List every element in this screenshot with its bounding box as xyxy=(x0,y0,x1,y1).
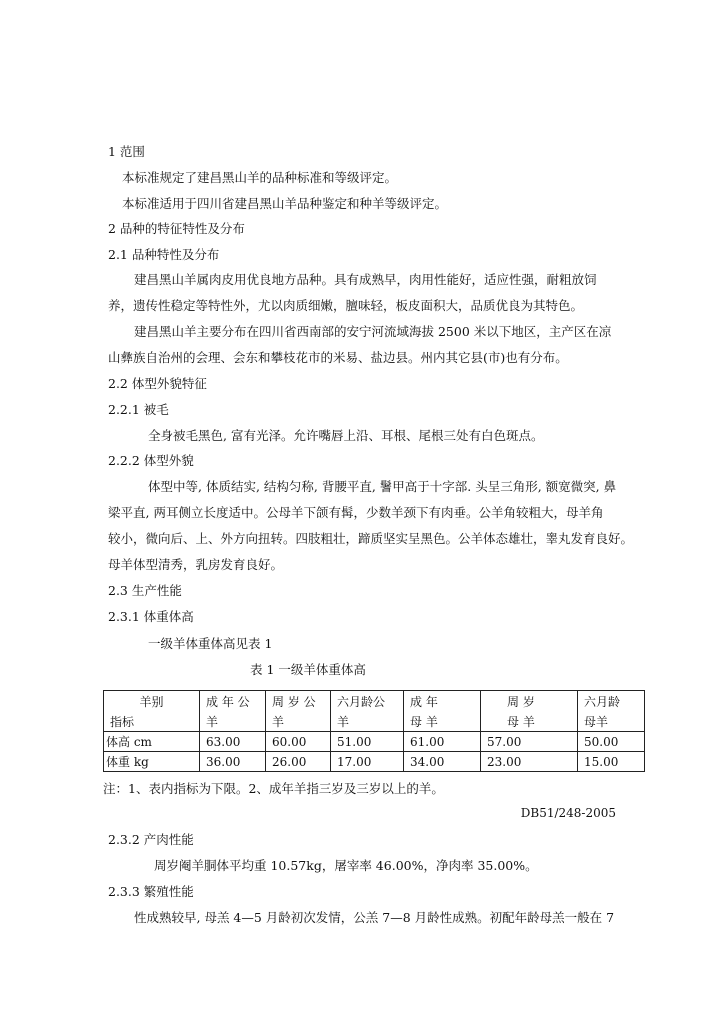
table-header-row-1 xyxy=(104,691,645,712)
section-2-heading: 2 品种的特征特性及分布 xyxy=(108,221,245,236)
table-header-cell: 母 羊 xyxy=(404,711,481,732)
section-1-heading: 1 范围 xyxy=(108,144,145,159)
table-cell: 57.00 xyxy=(481,732,578,752)
section-2-2-2-line2: 梁平直, 两耳侧立长度适中。公母羊下颌有髯，少数羊颈下有肉垂。公羊角较粗大，母羊角 xyxy=(108,505,604,520)
table-header-cell: 成 年 xyxy=(404,691,481,712)
table-intro: 一级羊体重体高见表 1 xyxy=(148,636,273,651)
section-2-1-p2-line2: 山彝族自治州的会理、会东和攀枝花市的米易、盐边县。州内其它县(市)也有分布。 xyxy=(108,350,568,365)
section-2-2-2-line4: 母羊体型清秀，乳房发育良好。 xyxy=(108,557,284,572)
section-2-2-1-paragraph: 全身被毛黑色, 富有光泽。允许嘴唇上沿、耳根、尾根三处有白色斑点。 xyxy=(148,428,544,443)
section-2-3-heading: 2.3 生产性能 xyxy=(108,583,182,598)
section-1-paragraph-1: 本标准规定了建昌黑山羊的品种标准和等级评定。 xyxy=(122,170,398,185)
section-2-1-heading: 2.1 品种特性及分布 xyxy=(108,247,220,262)
table-caption: 表 1 一级羊体重体高 xyxy=(250,662,366,677)
table-header-cell: 母 羊 xyxy=(481,711,578,732)
table-cell: 15.00 xyxy=(578,752,645,772)
table-cell: 17.00 xyxy=(331,752,404,772)
section-2-3-1-heading: 2.3.1 体重体高 xyxy=(108,609,194,624)
table-cell: 61.00 xyxy=(404,732,481,752)
table-note: 注：1、表内指标为下限。2、成年羊指三岁及三岁以上的羊。 xyxy=(103,781,444,796)
section-2-2-2-line1: 体型中等, 体质结实, 结构匀称, 背腰平直, 鬐甲高于十字部. 头呈三角形, 额宽微突, 鼻 xyxy=(148,479,617,494)
table-header-cell: 羊 xyxy=(266,711,331,732)
section-2-2-1-heading: 2.2.1 被毛 xyxy=(108,402,169,417)
table-cell: 60.00 xyxy=(266,732,331,752)
table-cell: 34.00 xyxy=(404,752,481,772)
table-row xyxy=(104,752,645,772)
section-2-2-2-heading: 2.2.2 体型外貌 xyxy=(108,453,194,468)
table-header-cell: 六月龄 xyxy=(578,691,645,712)
table-header-cell: 指标 xyxy=(104,711,200,732)
table-row xyxy=(104,732,645,752)
table-header-cell: 周 岁 公 xyxy=(266,691,331,712)
table-header-cell: 羊 xyxy=(200,711,266,732)
table-cell: 23.00 xyxy=(481,752,578,772)
section-2-1-p1-line2: 养，遗传性稳定等特性外，尤以肉质细嫩，膻味轻，板皮面积大，品质优良为其特色。 xyxy=(108,298,584,313)
section-2-2-2-line3: 较小，微向后、上、外方向扭转。四肢粗壮，蹄质坚实呈黑色。公羊体态雄壮，睾丸发育良好。 xyxy=(108,531,634,546)
table-cell: 体高 cm xyxy=(104,732,200,752)
table-header-cell: 六月龄公 xyxy=(331,691,404,712)
table-header-cell: 羊 xyxy=(331,711,404,732)
table-cell: 36.00 xyxy=(200,752,266,772)
section-2-1-p1-line1: 建昌黑山羊属肉皮用优良地方品种。具有成熟早，肉用性能好，适应性强，耐粗放饲 xyxy=(134,272,597,287)
table-cell: 50.00 xyxy=(578,732,645,752)
table-header-row-2 xyxy=(104,711,645,732)
table-header-cell: 羊别 xyxy=(104,691,200,712)
section-2-3-2-paragraph: 周岁阉羊胴体平均重 10.57kg，屠宰率 46.00%，净肉率 35.00%。 xyxy=(154,858,538,873)
table-cell: 26.00 xyxy=(266,752,331,772)
section-2-2-heading: 2.2 体型外貌特征 xyxy=(108,376,207,391)
document-number: DB51/248-2005 xyxy=(520,806,616,820)
table-cell: 63.00 xyxy=(200,732,266,752)
section-1-paragraph-2: 本标准适用于四川省建昌黑山羊品种鉴定和种羊等级评定。 xyxy=(122,196,448,211)
table-cell: 51.00 xyxy=(331,732,404,752)
section-2-3-3-heading: 2.3.3 繁殖性能 xyxy=(108,884,194,899)
weight-height-table xyxy=(103,690,645,772)
section-2-3-3-paragraph: 性成熟较早, 母羔 4—5 月龄初次发情，公羔 7—8 月龄性成熟。初配年龄母羔一般在 7 xyxy=(134,910,615,925)
section-2-1-p2-line1: 建昌黑山羊主要分布在四川省西南部的安宁河流域海拔 2500 米以下地区，主产区在凉 xyxy=(134,324,612,339)
table-header-cell: 成 年 公 xyxy=(200,691,266,712)
table-cell: 体重 kg xyxy=(104,752,200,772)
table-header-cell: 周 岁 xyxy=(481,691,578,712)
section-2-3-2-heading: 2.3.2 产肉性能 xyxy=(108,832,194,847)
table-header-cell: 母羊 xyxy=(578,711,645,732)
